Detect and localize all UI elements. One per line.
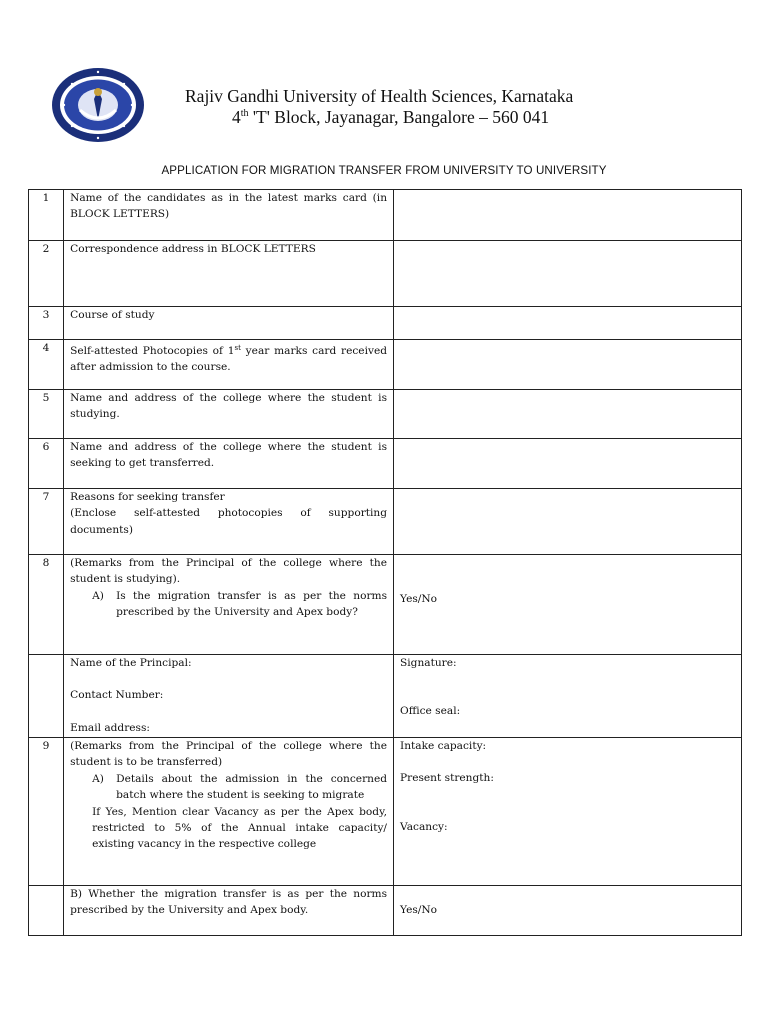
row-number: 4 (29, 340, 64, 390)
form-title: APPLICATION FOR MIGRATION TRANSFER FROM UNIVERSITY TO UNIVERSITY (161, 164, 607, 177)
field-label: (Remarks from the Principal of the college where the student is to be transferred) A) Details about the admission in the concerned batch where the student is seeking to migrate If Yes, Mention clear Vacancy as per the Apex body, restricted to 5% of the Annual intake capacity/ existing vacancy in the respective college (64, 738, 394, 886)
answer-cell[interactable] (394, 307, 742, 340)
row-number: 1 (29, 190, 64, 241)
table-row (29, 190, 742, 241)
yes-no-answer: Yes/No (400, 904, 438, 917)
row-number: 8 (29, 555, 64, 655)
table-row (29, 738, 742, 886)
application-form-table (28, 189, 742, 936)
capacity-cell[interactable]: Intake capacity: Present strength: Vacancy: (394, 738, 742, 886)
table-row (29, 555, 742, 655)
answer-cell[interactable] (394, 439, 742, 489)
row-number: 2 (29, 241, 64, 307)
signature-cell[interactable]: Signature: Office seal: (394, 655, 742, 738)
university-name: Rajiv Gandhi University of Health Sciences, Karnataka (185, 86, 574, 106)
field-label: Correspondence address in BLOCK LETTERS (64, 241, 394, 307)
row-number: 6 (29, 439, 64, 489)
table-row (29, 340, 742, 390)
row-number: 5 (29, 390, 64, 439)
table-row (29, 307, 742, 340)
answer-cell[interactable] (394, 241, 742, 307)
table-row (29, 241, 742, 307)
table-row (29, 390, 742, 439)
row-number: 9 (29, 738, 64, 886)
principal-details: Name of the Principal: Contact Number: Email address: (64, 655, 394, 738)
answer-cell[interactable] (394, 555, 742, 655)
answer-cell[interactable] (394, 886, 742, 936)
yes-no-answer: Yes/No (400, 593, 438, 606)
field-label: Name of the candidates as in the latest marks card (in BLOCK LETTERS) (64, 190, 394, 241)
row-number: 3 (29, 307, 64, 340)
row-number: 7 (29, 489, 64, 555)
field-label: Name and address of the college where the student is studying. (64, 390, 394, 439)
row-number (29, 655, 64, 738)
field-label: Name and address of the college where the student is seeking to get transferred. (64, 439, 394, 489)
answer-cell[interactable] (394, 190, 742, 241)
field-label: Self-attested Photocopies of 1st year marks card received after admission to the course. (64, 340, 394, 390)
answer-cell[interactable] (394, 390, 742, 439)
field-label: Reasons for seeking transfer (Enclose self-attested photocopies of supporting documents) (64, 489, 394, 555)
table-row (29, 886, 742, 936)
table-row (29, 489, 742, 555)
field-label: B) Whether the migration transfer is as per the norms prescribed by the University and Apex body. (64, 886, 394, 936)
university-seal-logo (50, 66, 146, 144)
field-label: (Remarks from the Principal of the college where the student is studying). A) Is the migration transfer is as per the norms prescribed by the University and Apex body? (64, 555, 394, 655)
table-row (29, 439, 742, 489)
row-number (29, 886, 64, 936)
answer-cell[interactable] (394, 489, 742, 555)
field-label: Course of study (64, 307, 394, 340)
university-address: 4th 'T' Block, Jayanagar, Bangalore – 560 041 (232, 107, 550, 127)
table-row (29, 655, 742, 738)
answer-cell[interactable] (394, 340, 742, 390)
